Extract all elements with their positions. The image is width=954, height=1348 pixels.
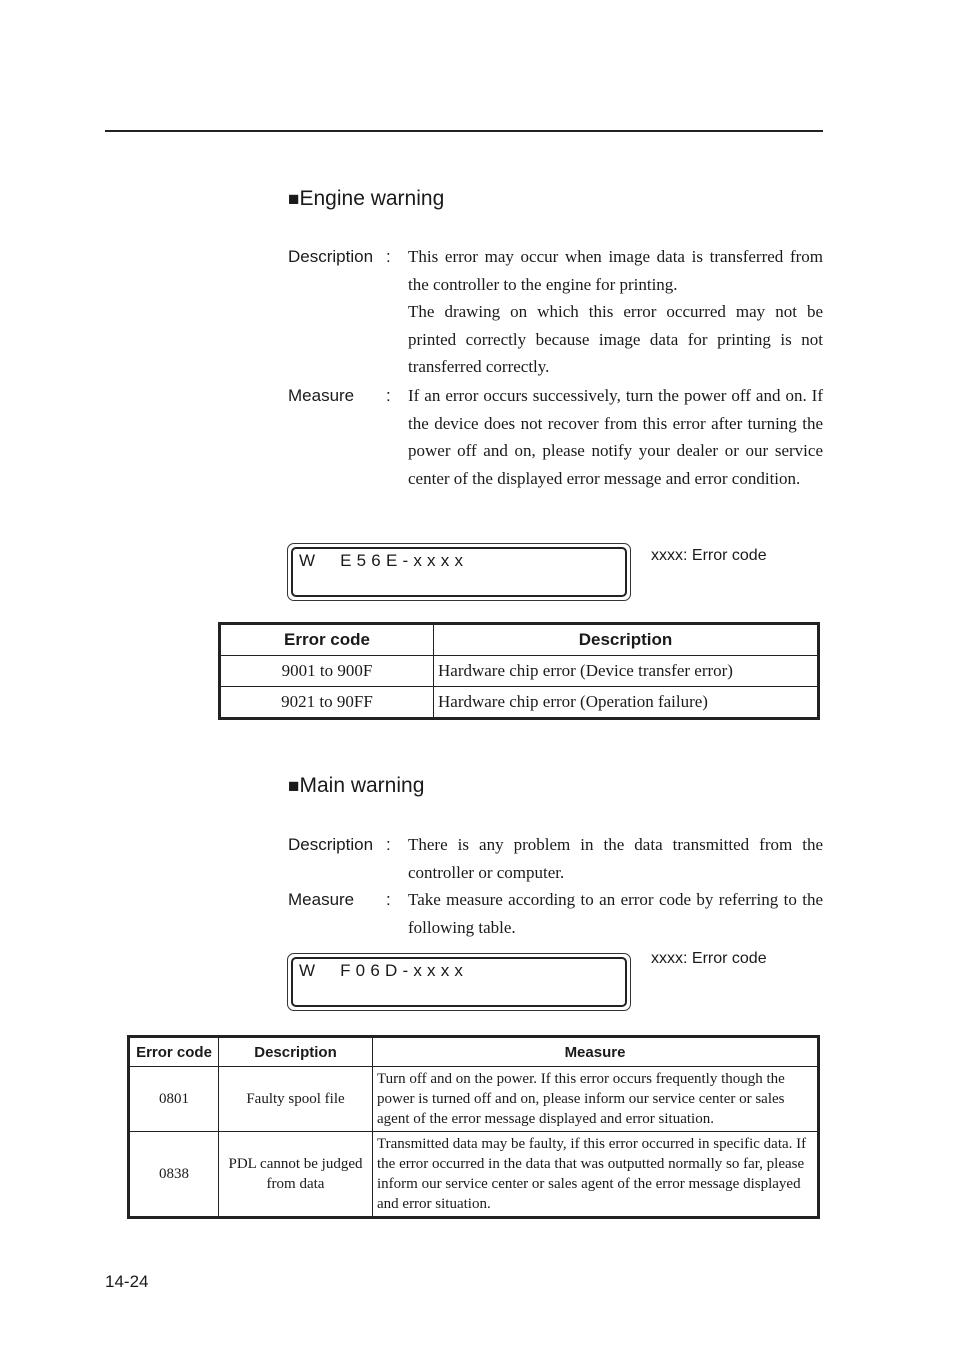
table-row	[129, 1067, 819, 1132]
table-row	[129, 1132, 819, 1218]
cell-description: Faulty spool file	[219, 1067, 373, 1132]
engine-error-table	[218, 622, 820, 720]
cell-measure: Turn off and on the power. If this error occurs frequently though the power is turned off and on, please inform our service center or sales agent of the error message displayed and error situation.	[373, 1067, 819, 1132]
header-rule	[105, 130, 823, 132]
lcd-message: W E56E-xxxx	[299, 551, 469, 570]
engine-lcd-display	[287, 543, 631, 601]
table-header-row	[129, 1037, 819, 1067]
engine-description-line-1: This error may occur when image data is transferred from the controller to the engine for printing.	[408, 247, 823, 294]
main-measure-colon: :	[386, 890, 391, 909]
main-display-note: xxxx: Error code	[651, 950, 767, 967]
square-bullet-icon: ■	[288, 776, 300, 797]
engine-description-label: Description	[288, 247, 374, 266]
header-error-code: Error code	[129, 1037, 219, 1067]
engine-description-line-2: The drawing on which this error occurred may not be printed correctly because image data for printing is not transferred correctly.	[408, 302, 823, 377]
square-bullet-icon: ■	[288, 189, 300, 210]
page-number: 14-24	[105, 1272, 149, 1291]
cell-error-code: 0838	[129, 1132, 219, 1218]
engine-measure-text: If an error occurs successively, turn the power off and on. If the device does not recover from this error after turning the power off and on, please notify your dealer or our service center of the displayed error message and error condition.	[408, 386, 823, 488]
main-error-table	[127, 1035, 820, 1219]
main-description-colon: :	[386, 835, 391, 854]
cell-description: Hardware chip error (Device transfer error)	[434, 656, 819, 687]
engine-description-text	[408, 243, 823, 381]
engine-measure-colon: :	[386, 386, 391, 405]
engine-measure-label: Measure	[288, 386, 355, 405]
cell-error-code: 9001 to 900F	[220, 656, 434, 687]
cell-error-code: 0801	[129, 1067, 219, 1132]
main-measure-label: Measure	[288, 890, 355, 909]
lcd-message: W F06D-xxxx	[299, 961, 469, 980]
header-description: Description	[434, 624, 819, 656]
main-description-text: There is any problem in the data transmitted from the controller or computer.	[408, 835, 823, 882]
cell-description: PDL cannot be judged from data	[219, 1132, 373, 1218]
header-measure: Measure	[373, 1037, 819, 1067]
header-error-code: Error code	[220, 624, 434, 656]
engine-warning-heading: ■Engine warning	[288, 187, 445, 210]
table-header-row	[220, 624, 819, 656]
cell-description: Hardware chip error (Operation failure)	[434, 687, 819, 719]
header-description: Description	[219, 1037, 373, 1067]
engine-display-note: xxxx: Error code	[651, 547, 767, 564]
main-description-label: Description	[288, 835, 374, 854]
cell-error-code: 9021 to 90FF	[220, 687, 434, 719]
cell-measure: Transmitted data may be faulty, if this error occurred in specific data. If the error occurred in the data that was outputted normally so far, please inform our service center or sales agent of the error message displayed and error situation.	[373, 1132, 819, 1218]
main-measure-text: Take measure according to an error code by referring to the following table.	[408, 890, 823, 937]
table-row	[220, 687, 819, 719]
main-warning-heading: ■Main warning	[288, 774, 425, 797]
table-row	[220, 656, 819, 687]
main-lcd-display	[287, 953, 631, 1011]
engine-description-colon: :	[386, 247, 391, 266]
